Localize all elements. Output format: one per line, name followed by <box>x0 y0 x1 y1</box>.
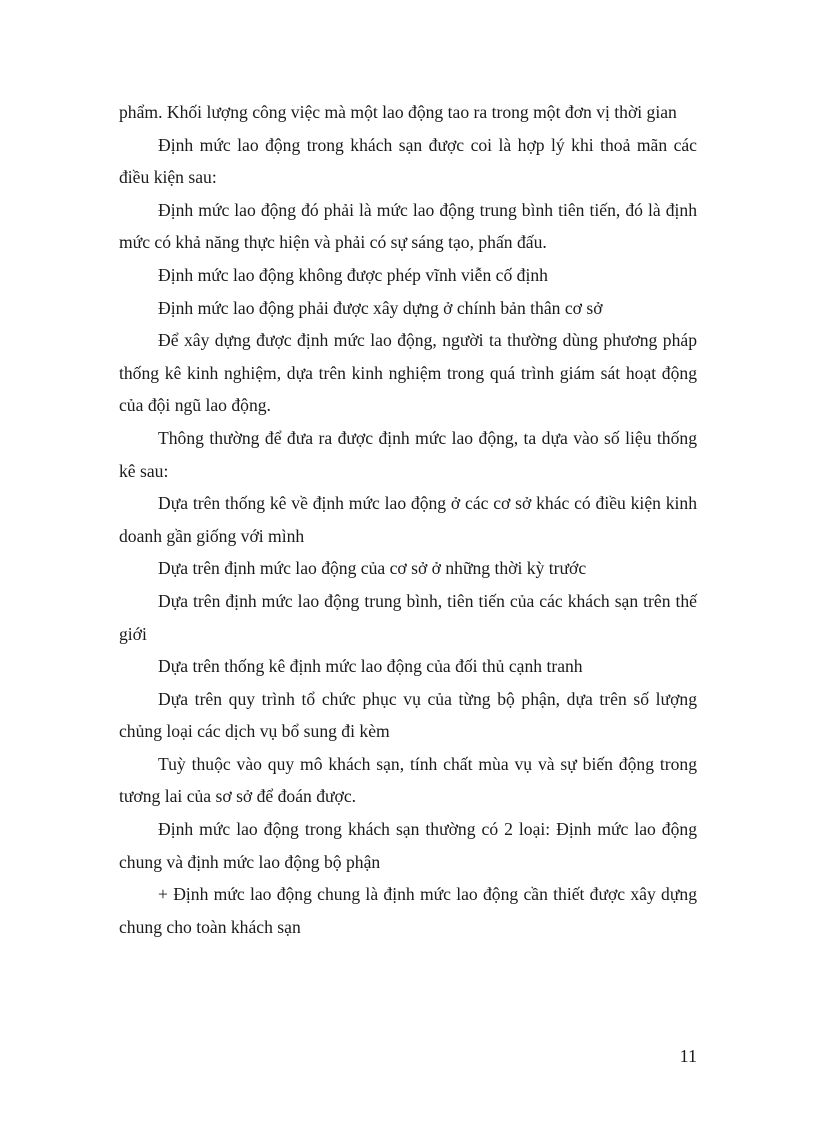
paragraph: phẩm. Khối lượng công việc mà một lao động tao ra trong một đơn vị thời gian <box>119 102 677 122</box>
paragraph: Dựa trên quy trình tổ chức phục vụ của từng bộ phận, dựa trên số lượng chủng loại các dịch vụ bổ sung đi kèm <box>119 688 697 742</box>
paragraph: Dựa trên thống kê định mức lao động của đối thủ cạnh tranh <box>158 656 583 677</box>
paragraph: Định mức lao động phải được xây dựng ở chính bản thân cơ sở <box>158 297 603 318</box>
paragraph: Định mức lao động không được phép vĩnh viễn cố định <box>158 264 548 285</box>
paragraph: Dựa trên thống kê về định mức lao động ở các cơ sở khác có điều kiện kinh doanh gần giống với mình <box>119 493 697 546</box>
paragraph: Thông thường để đưa ra được định mức lao động, ta dựa vào số liệu thống kê sau: <box>119 427 697 481</box>
paragraph: Định mức lao động trong khách sạn thường có 2 loại: Định mức lao động chung và định mức lao động bộ phận <box>119 819 697 872</box>
paragraph: Tuỳ thuộc vào quy mô khách sạn, tính chất mùa vụ và sự biến động trong tương lai của sơ sở để đoán được. <box>119 753 697 807</box>
paragraph: Định mức lao động trong khách sạn được coi là hợp lý khi thoả mãn các điều kiện sau: <box>119 134 697 188</box>
paragraph: + Định mức lao động chung là định mức lao động cần thiết được xây dựng chung cho toàn khách sạn <box>119 884 697 937</box>
paragraph: Dựa trên định mức lao động của cơ sở ở những thời kỳ trước <box>158 558 587 579</box>
paragraph: Dựa trên định mức lao động trung bình, tiên tiến của các khách sạn trên thế giới <box>119 590 697 644</box>
page-number: 11 <box>679 1046 697 1066</box>
paragraph: Định mức lao động đó phải là mức lao động trung bình tiên tiến, đó là định mức có khả năng thực hiện và phải có sự sáng tạo, phấn đấu. <box>119 199 697 253</box>
body-text <box>119 96 697 943</box>
paragraph: Để xây dựng được định mức lao động, người ta thường dùng phương pháp thống kê kinh nghiệm, dựa trên kinh nghiệm trong quá trình giám sát hoạt động của đội ngũ lao động. <box>119 330 697 416</box>
